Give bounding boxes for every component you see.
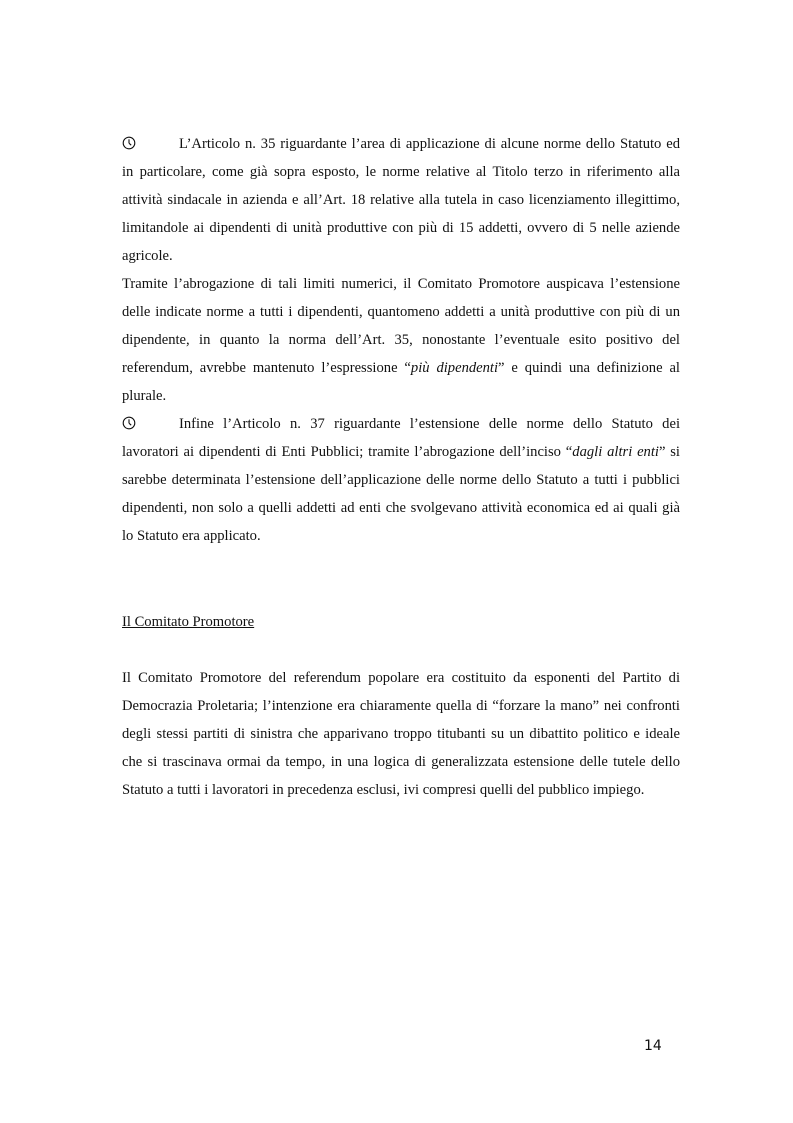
clock-icon [122,416,136,430]
bullet-text: L’Articolo n. 35 riguardante l’area di applicazione di alcune norme dello Statuto ed in particolare, come già sopra esposto, le norme relative al Titolo terzo in riferimento alla attività sindacale in azienda e all’Art. 18 relative alla tutela in caso licenziamento illegittimo, limitandole ai dipendenti di unità produttive con più di 15 addetti, ovvero di 5 nelle aziende agricole. [122,136,680,264]
bullet-item-articolo-35 [122,130,680,270]
clock-icon [122,136,136,150]
paragraph-text-end: ” e quindi una definizione al plurale. [122,360,680,404]
paragraph-text: Tramite l’abrogazione di tali limiti numerici, il Comitato Promotore auspicava l’estensione delle indicate norme a tutti i dipendenti, quantomeno addetti a unità produttive con più di un dipendente, in quanto la norma dell’Art. 35, nonostante l’eventuale esito positivo del referendum, avrebbe mantenuto l’espressione “ [122,276,680,376]
page-content [122,130,680,804]
section-paragraph: Il Comitato Promotore del referendum popolare era costituito da esponenti del Partito di Democrazia Proletaria; l’intenzione era chiaramente quella di “forzare la mano” nei confronti degli stessi partiti di sinistra che apparivano troppo titubanti su un dibattito politico e ideale che si trascinava ormai da tempo, in una logica di generalizzata estensione delle tutele dello Statuto a tutti i lavoratori in precedenza esclusi, ivi compresi quelli del pubblico impiego. [122,670,680,798]
bullet-text-end: ” si sarebbe determinata l’estensione dell’applicazione delle norme dello Statuto a tutti i pubblici dipendenti, non solo a quelli addetti ad enti che svolgevano attività economica ed ai quali già lo Statuto era applicato. [122,444,680,544]
page-number: 14 [644,1038,662,1054]
bullet-item-articolo-37 [122,410,680,550]
section-heading: Il Comitato Promotore [122,614,255,630]
italic-phrase: dagli altri enti [572,444,659,460]
bullet-text: Infine l’Articolo n. 37 riguardante l’estensione delle norme dello Statuto dei lavoratori ai dipendenti di Enti Pubblici; tramite l’abrogazione dell’inciso “ [122,416,680,460]
italic-phrase: più dipendenti [410,360,499,376]
paragraph-abrogazione [122,270,680,410]
